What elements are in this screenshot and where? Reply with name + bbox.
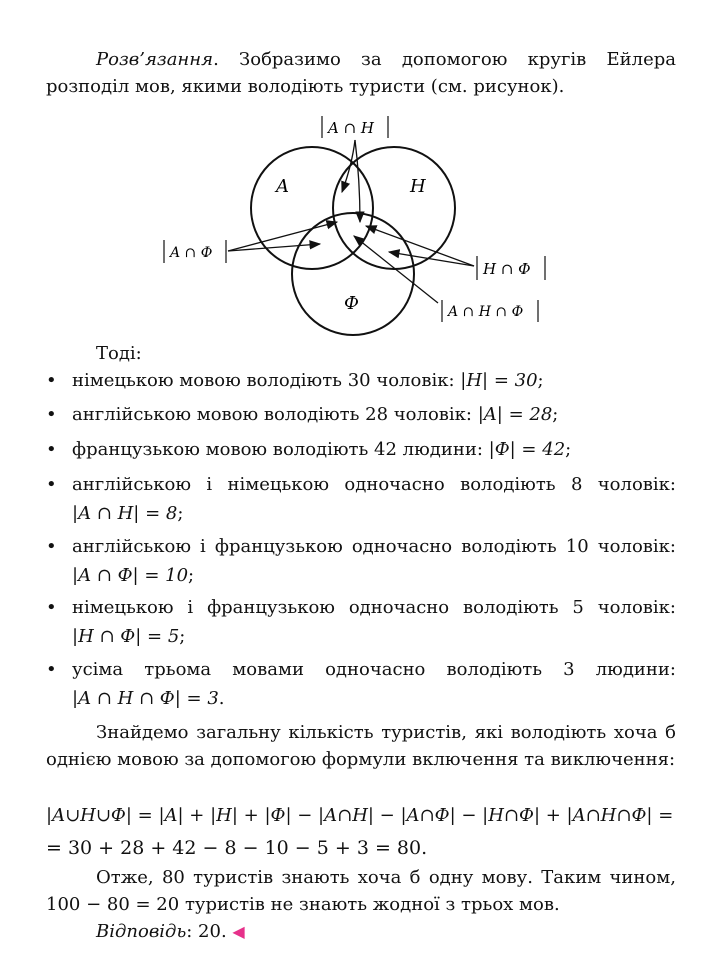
circle-f-label: Ф	[344, 293, 359, 314]
circle-h-label: H	[410, 176, 426, 197]
arrow-hf-1	[366, 226, 474, 266]
circle-a	[251, 147, 373, 269]
circle-a-label: A	[276, 176, 289, 197]
answer-label: Відповідь	[96, 921, 187, 942]
list-item: • англійською і німецькою одночасно володіють 8 чоловік: |A ∩ H| = 8;	[46, 474, 676, 524]
arrow-ah-2	[355, 140, 360, 222]
solution-intro-text: . Зобразимо за допомогою кругів Ейлера розподіл мов, якими володіють туристи (см. рисунок).	[46, 49, 676, 97]
conclusion-paragraph: Отже, 80 туристів знають хоча б одну мову. Таким чином, 100 − 80 = 20 туристів не знають жодної з трьох мов.	[46, 867, 676, 915]
answer-value: : 20.	[186, 921, 227, 942]
circle-f	[292, 213, 414, 335]
list-item: • англійською і французькою одночасно володіють 10 чоловік: |A ∩ Ф| = 10;	[46, 536, 676, 586]
label-a-h-f: A ∩ H ∩ Ф	[448, 304, 524, 320]
then-label: Тоді:	[96, 343, 142, 364]
formula-line-1: |A∪H∪Ф| = |A| + |H| + |Ф| − |A∩H| − |A∩Ф| − |H∩Ф| + |A∩H∩Ф| =	[46, 805, 674, 826]
solution-label: Розв’язання	[96, 49, 214, 70]
find-total-paragraph: Знайдемо загальну кількість туристів, які володіють хоча б однією мовою за допомогою формули включення та виключення:	[46, 722, 676, 770]
solution-intro	[46, 46, 676, 100]
list-item: • німецькою і французькою одночасно володіють 5 чоловік: |H ∩ Ф| = 5;	[46, 597, 676, 647]
arrow-ahf	[354, 236, 438, 303]
list-item: • німецькою мовою володіють 30 чоловік: |H| = 30;	[46, 370, 544, 391]
label-a-intersect-f: A ∩ Ф	[170, 245, 213, 261]
formula-line-2: = 30 + 28 + 42 − 8 − 10 − 5 + 3 = 80.	[46, 837, 428, 859]
list-item: • французькою мовою володіють 42 людини: |Ф| = 42;	[46, 439, 572, 460]
label-h-intersect-f: H ∩ Ф	[483, 260, 531, 278]
end-marker-icon: ◀	[232, 922, 245, 941]
list-item: • англійською мовою володіють 28 чоловік: |A| = 28;	[46, 404, 559, 425]
euler-diagram	[150, 108, 570, 340]
arrow-hf-2	[389, 252, 474, 266]
answer-line	[46, 918, 676, 945]
list-item: • усіма трьома мовами одночасно володіють 3 людини: |A ∩ H ∩ Ф| = 3.	[46, 659, 676, 709]
circle-h	[333, 147, 455, 269]
label-a-intersect-h: A ∩ H	[328, 119, 375, 137]
